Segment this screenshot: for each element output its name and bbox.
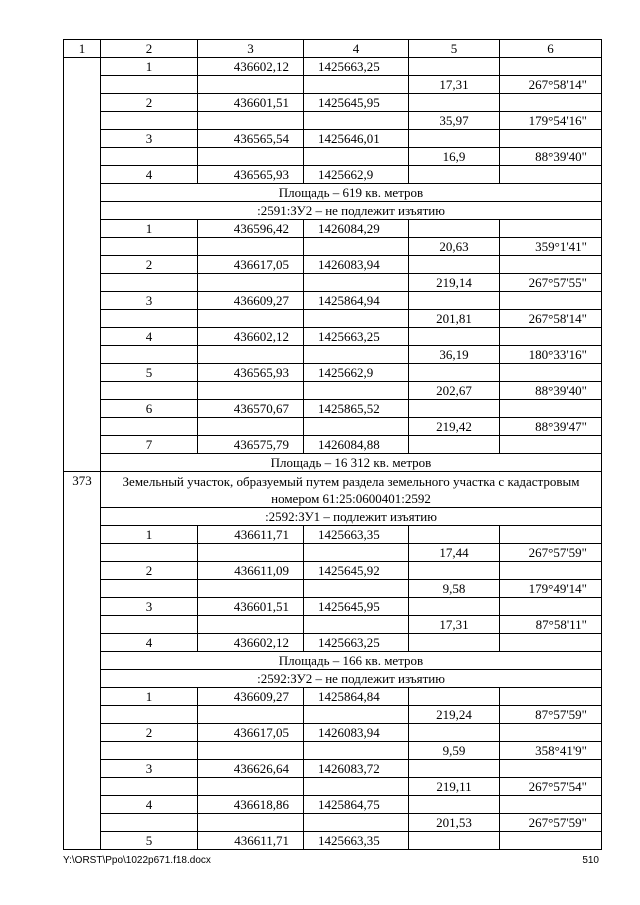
distance-cell (409, 562, 500, 580)
coord-x-cell (198, 742, 304, 760)
angle-cell (500, 724, 602, 742)
angle-cell: 88°39'40" (500, 382, 602, 400)
angle-cell (500, 58, 602, 76)
caption-row (64, 454, 602, 472)
segment-row (64, 778, 602, 796)
distance-cell (409, 328, 500, 346)
point-number-cell: 6 (101, 400, 198, 418)
coord-y-cell: 1425662,9 (304, 166, 409, 184)
point-row (64, 562, 602, 580)
coord-y-cell: 1425663,25 (304, 58, 409, 76)
coord-y-cell: 1425864,84 (304, 688, 409, 706)
angle-cell (500, 364, 602, 382)
distance-cell: 219,11 (409, 778, 500, 796)
coord-x-cell: 436596,42 (198, 220, 304, 238)
coord-x-cell (198, 814, 304, 832)
header-cell-2: 2 (101, 40, 198, 58)
caption-row (64, 184, 602, 202)
point-number-cell (101, 382, 198, 400)
angle-cell (500, 688, 602, 706)
point-number-cell: 2 (101, 562, 198, 580)
caption-cell: :2592:ЗУ1 – подлежит изъятию (101, 508, 602, 526)
point-row (64, 94, 602, 112)
point-row (64, 400, 602, 418)
point-number-cell (101, 778, 198, 796)
header-row (64, 40, 602, 58)
coord-y-cell: 1426084,88 (304, 436, 409, 454)
angle-cell: 267°57'54" (500, 778, 602, 796)
item-number-cell: 373 (64, 472, 101, 850)
coordinates-table (63, 39, 602, 850)
footer-file-path: Y:\ORST\Ppo\1022p671.f18.docx (63, 855, 211, 866)
distance-cell: 9,58 (409, 580, 500, 598)
angle-cell: 88°39'47" (500, 418, 602, 436)
angle-cell (500, 436, 602, 454)
coord-x-cell: 436575,79 (198, 436, 304, 454)
point-row (64, 364, 602, 382)
coord-x-cell: 436611,09 (198, 562, 304, 580)
point-number-cell (101, 346, 198, 364)
angle-cell (500, 220, 602, 238)
distance-cell (409, 760, 500, 778)
caption-cell: Площадь – 16 312 кв. метров (101, 454, 602, 472)
angle-cell (500, 832, 602, 850)
point-row (64, 526, 602, 544)
angle-cell (500, 328, 602, 346)
coord-x-cell: 436611,71 (198, 526, 304, 544)
point-number-cell: 3 (101, 292, 198, 310)
distance-cell (409, 94, 500, 112)
caption-row (64, 652, 602, 670)
distance-cell: 35,97 (409, 112, 500, 130)
distance-cell (409, 796, 500, 814)
coord-y-cell (304, 706, 409, 724)
coord-y-cell (304, 544, 409, 562)
coord-x-cell: 436602,12 (198, 58, 304, 76)
parcel-description-cell: Земельный участок, образуемый путем раздела земельного участка с кадастровым номером 61:25:0600401:2592 (101, 472, 602, 508)
caption-row (64, 508, 602, 526)
point-row (64, 796, 602, 814)
coord-y-cell: 1425663,35 (304, 832, 409, 850)
angle-cell (500, 292, 602, 310)
angle-cell (500, 256, 602, 274)
point-number-cell (101, 616, 198, 634)
angle-cell (500, 130, 602, 148)
coord-x-cell: 436609,27 (198, 292, 304, 310)
point-row (64, 760, 602, 778)
angle-cell (500, 796, 602, 814)
distance-cell: 219,24 (409, 706, 500, 724)
distance-cell (409, 256, 500, 274)
coord-x-cell (198, 274, 304, 292)
header-cell-1: 1 (64, 40, 101, 58)
coord-x-cell: 436565,93 (198, 364, 304, 382)
point-number-cell: 4 (101, 634, 198, 652)
angle-cell: 179°54'16" (500, 112, 602, 130)
coord-x-cell (198, 778, 304, 796)
coord-x-cell (198, 346, 304, 364)
coord-x-cell: 436617,05 (198, 256, 304, 274)
coord-y-cell: 1425662,9 (304, 364, 409, 382)
point-row (64, 436, 602, 454)
point-row (64, 220, 602, 238)
segment-row (64, 742, 602, 760)
coord-y-cell: 1425645,92 (304, 562, 409, 580)
coord-y-cell (304, 310, 409, 328)
coord-y-cell (304, 148, 409, 166)
point-number-cell: 3 (101, 760, 198, 778)
angle-cell (500, 526, 602, 544)
coord-y-cell: 1425663,25 (304, 634, 409, 652)
angle-cell: 267°57'59" (500, 544, 602, 562)
angle-cell: 359°1'41" (500, 238, 602, 256)
segment-row (64, 544, 602, 562)
point-number-cell: 2 (101, 256, 198, 274)
point-row (64, 598, 602, 616)
coord-x-cell (198, 238, 304, 256)
coord-x-cell: 436609,27 (198, 688, 304, 706)
coordinates-table-body (64, 40, 602, 850)
angle-cell: 358°41'9" (500, 742, 602, 760)
segment-row (64, 382, 602, 400)
angle-cell (500, 634, 602, 652)
coord-x-cell (198, 616, 304, 634)
distance-cell (409, 220, 500, 238)
segment-row (64, 148, 602, 166)
distance-cell (409, 364, 500, 382)
distance-cell (409, 400, 500, 418)
point-row (64, 58, 602, 76)
segment-row (64, 274, 602, 292)
coord-y-cell: 1426083,94 (304, 256, 409, 274)
distance-cell: 201,53 (409, 814, 500, 832)
coord-y-cell: 1425645,95 (304, 598, 409, 616)
coord-y-cell (304, 418, 409, 436)
caption-cell: :2592:ЗУ2 – не подлежит изъятию (101, 670, 602, 688)
caption-cell: Площадь – 619 кв. метров (101, 184, 602, 202)
header-cell-3: 3 (198, 40, 304, 58)
point-number-cell: 1 (101, 688, 198, 706)
angle-cell: 179°49'14" (500, 580, 602, 598)
point-number-cell (101, 112, 198, 130)
point-number-cell: 4 (101, 328, 198, 346)
point-number-cell (101, 742, 198, 760)
point-number-cell: 1 (101, 220, 198, 238)
coord-y-cell (304, 814, 409, 832)
coord-x-cell (198, 76, 304, 94)
point-row (64, 130, 602, 148)
distance-cell: 16,9 (409, 148, 500, 166)
coord-y-cell (304, 274, 409, 292)
distance-cell (409, 688, 500, 706)
distance-cell: 9,59 (409, 742, 500, 760)
header-cell-6: 6 (500, 40, 602, 58)
segment-row (64, 112, 602, 130)
segment-row (64, 580, 602, 598)
segment-row (64, 76, 602, 94)
coord-y-cell: 1425663,35 (304, 526, 409, 544)
point-row (64, 328, 602, 346)
point-number-cell: 2 (101, 94, 198, 112)
coord-y-cell (304, 778, 409, 796)
angle-cell: 87°58'11" (500, 616, 602, 634)
point-number-cell (101, 580, 198, 598)
coord-x-cell: 436617,05 (198, 724, 304, 742)
point-row (64, 724, 602, 742)
coord-x-cell (198, 148, 304, 166)
point-row (64, 832, 602, 850)
caption-cell: Площадь – 166 кв. метров (101, 652, 602, 670)
angle-cell (500, 562, 602, 580)
header-cell-5: 5 (409, 40, 500, 58)
point-row (64, 292, 602, 310)
segment-row (64, 418, 602, 436)
distance-cell: 17,31 (409, 616, 500, 634)
point-number-cell: 7 (101, 436, 198, 454)
distance-cell (409, 526, 500, 544)
distance-cell: 202,67 (409, 382, 500, 400)
point-number-cell: 5 (101, 832, 198, 850)
coord-y-cell (304, 238, 409, 256)
angle-cell (500, 400, 602, 418)
coord-y-cell: 1425864,75 (304, 796, 409, 814)
coord-y-cell: 1425865,52 (304, 400, 409, 418)
point-row (64, 634, 602, 652)
angle-cell (500, 94, 602, 112)
coord-x-cell (198, 580, 304, 598)
angle-cell (500, 760, 602, 778)
point-number-cell (101, 148, 198, 166)
coord-y-cell: 1426084,29 (304, 220, 409, 238)
segment-row (64, 814, 602, 832)
angle-cell (500, 166, 602, 184)
point-row (64, 688, 602, 706)
coord-y-cell: 1425646,01 (304, 130, 409, 148)
point-number-cell (101, 814, 198, 832)
coord-x-cell (198, 544, 304, 562)
coord-y-cell (304, 616, 409, 634)
distance-cell (409, 724, 500, 742)
segment-row (64, 310, 602, 328)
coord-x-cell: 436611,71 (198, 832, 304, 850)
point-number-cell: 3 (101, 130, 198, 148)
point-number-cell: 5 (101, 364, 198, 382)
coord-x-cell (198, 112, 304, 130)
distance-cell: 20,63 (409, 238, 500, 256)
point-number-cell (101, 310, 198, 328)
coord-y-cell: 1426083,72 (304, 760, 409, 778)
coord-x-cell (198, 310, 304, 328)
coord-x-cell: 436565,93 (198, 166, 304, 184)
coord-x-cell (198, 382, 304, 400)
angle-cell: 180°33'16" (500, 346, 602, 364)
point-number-cell (101, 418, 198, 436)
coord-y-cell: 1425645,95 (304, 94, 409, 112)
distance-cell (409, 130, 500, 148)
angle-cell: 267°58'14" (500, 310, 602, 328)
point-number-cell (101, 544, 198, 562)
point-number-cell: 3 (101, 598, 198, 616)
coord-y-cell (304, 742, 409, 760)
coord-x-cell: 436602,12 (198, 328, 304, 346)
caption-row (64, 472, 602, 508)
angle-cell: 267°57'59" (500, 814, 602, 832)
distance-cell: 219,42 (409, 418, 500, 436)
point-number-cell: 2 (101, 724, 198, 742)
distance-cell (409, 58, 500, 76)
coord-x-cell (198, 706, 304, 724)
distance-cell: 219,14 (409, 274, 500, 292)
caption-cell: :2591:ЗУ2 – не подлежит изъятию (101, 202, 602, 220)
coord-y-cell (304, 382, 409, 400)
coord-x-cell: 436602,12 (198, 634, 304, 652)
distance-cell: 36,19 (409, 346, 500, 364)
coord-y-cell: 1426083,94 (304, 724, 409, 742)
segment-row (64, 238, 602, 256)
footer-page-number: 510 (582, 855, 599, 866)
segment-row (64, 706, 602, 724)
coord-x-cell: 436570,67 (198, 400, 304, 418)
point-number-cell (101, 76, 198, 94)
distance-cell: 17,44 (409, 544, 500, 562)
distance-cell (409, 598, 500, 616)
caption-row (64, 202, 602, 220)
distance-cell (409, 832, 500, 850)
point-row (64, 166, 602, 184)
point-number-cell (101, 238, 198, 256)
coord-x-cell: 436565,54 (198, 130, 304, 148)
distance-cell: 201,81 (409, 310, 500, 328)
angle-cell: 267°57'55" (500, 274, 602, 292)
point-number-cell: 1 (101, 526, 198, 544)
coord-x-cell: 436618,86 (198, 796, 304, 814)
coord-y-cell (304, 580, 409, 598)
coord-x-cell: 436601,51 (198, 94, 304, 112)
point-number-cell: 1 (101, 58, 198, 76)
distance-cell (409, 292, 500, 310)
coord-y-cell: 1425864,94 (304, 292, 409, 310)
distance-cell (409, 166, 500, 184)
distance-cell: 17,31 (409, 76, 500, 94)
segment-row (64, 616, 602, 634)
coord-x-cell: 436601,51 (198, 598, 304, 616)
angle-cell (500, 598, 602, 616)
segment-row (64, 346, 602, 364)
caption-row (64, 670, 602, 688)
distance-cell (409, 634, 500, 652)
item-number-cell (64, 58, 101, 472)
point-number-cell (101, 274, 198, 292)
angle-cell: 88°39'40" (500, 148, 602, 166)
coord-y-cell (304, 76, 409, 94)
coord-x-cell (198, 418, 304, 436)
coord-y-cell: 1425663,25 (304, 328, 409, 346)
header-cell-4: 4 (304, 40, 409, 58)
distance-cell (409, 436, 500, 454)
point-row (64, 256, 602, 274)
angle-cell: 87°57'59" (500, 706, 602, 724)
coord-x-cell: 436626,64 (198, 760, 304, 778)
point-number-cell (101, 706, 198, 724)
coord-y-cell (304, 112, 409, 130)
point-number-cell: 4 (101, 166, 198, 184)
coord-y-cell (304, 346, 409, 364)
point-number-cell: 4 (101, 796, 198, 814)
angle-cell: 267°58'14" (500, 76, 602, 94)
